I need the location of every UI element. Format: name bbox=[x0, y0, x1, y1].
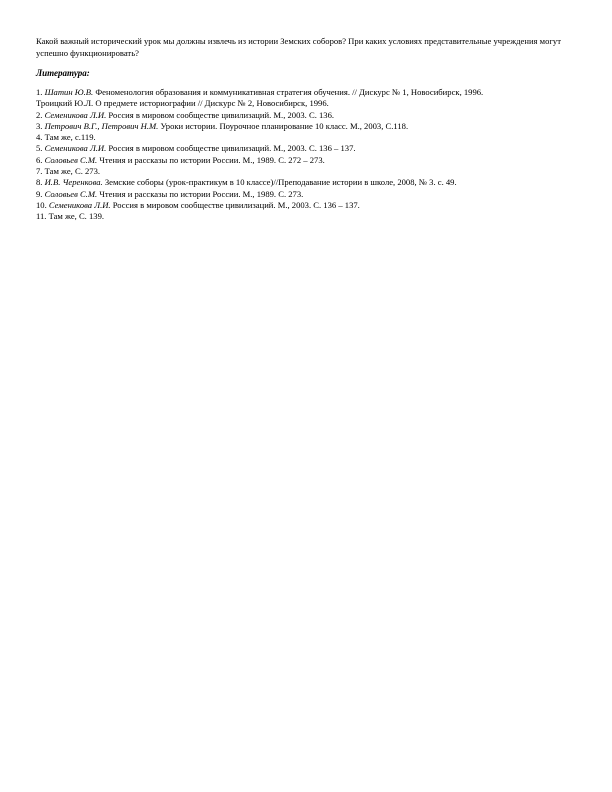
reference-text: Там же, с.119. bbox=[44, 132, 96, 143]
reference-number: 4. bbox=[36, 132, 45, 143]
reference-author: Семеникова Л.И. bbox=[48, 199, 111, 210]
reference-text: Там же, С. 273. bbox=[44, 166, 101, 177]
references-list bbox=[36, 87, 576, 223]
reference-text: Там же, С. 139. bbox=[48, 211, 105, 222]
document-page bbox=[36, 36, 576, 223]
reference-number: 8. bbox=[36, 177, 45, 188]
reference-number: 5. bbox=[36, 143, 45, 154]
reference-text: Чтения и рассказы по истории России. М., 1989. С. 272 – 273. bbox=[97, 154, 325, 165]
literature-heading bbox=[36, 68, 576, 79]
reference-item bbox=[36, 110, 576, 121]
reference-number: 9. bbox=[36, 188, 45, 199]
reference-item bbox=[36, 166, 576, 177]
reference-item bbox=[36, 211, 576, 222]
reference-number: 3. bbox=[36, 120, 45, 131]
reference-author: Соловьев С.М. bbox=[44, 188, 98, 199]
reference-author: Семеникова Л.И. bbox=[44, 143, 107, 154]
reference-author: И.В. Черенкова. bbox=[44, 177, 103, 188]
reference-author: Петрович В.Г., Петрович Н.М. bbox=[44, 120, 159, 131]
reference-text: Уроки истории. Поурочное планирование 10 класс. М., 2003, С.118. bbox=[158, 120, 409, 131]
reference-number: 1. bbox=[36, 87, 45, 97]
reference-item bbox=[36, 121, 576, 132]
reference-item bbox=[36, 132, 576, 143]
reference-author: Шатин Ю.В. bbox=[44, 87, 94, 97]
reference-text: Россия в мировом сообществе цивилизаций. М., 2003. С. 136. bbox=[106, 109, 335, 120]
reference-text: Россия в мировом сообществе цивилизаций. М., 2003. С. 136 – 137. bbox=[110, 199, 360, 210]
reference-item bbox=[36, 189, 576, 200]
reference-item bbox=[36, 98, 576, 109]
reference-text: Феноменология образования и коммуникативная стратегия обучения. // Дискурс № 1, Новосибирск, 1996. bbox=[93, 87, 484, 97]
reference-author: Семеникова Л.И. bbox=[44, 109, 107, 120]
reference-author: Соловьев С.М. bbox=[44, 154, 98, 165]
reference-number: 6. bbox=[36, 154, 45, 165]
literature-heading-colon: : bbox=[86, 68, 90, 78]
reference-item bbox=[36, 177, 576, 188]
reference-item bbox=[36, 155, 576, 166]
reference-text: Троицкий Ю.Л. О предмете историографии // Дискурс № 2, Новосибирск, 1996. bbox=[36, 98, 329, 109]
reference-item bbox=[36, 143, 576, 154]
reference-number: 7. bbox=[36, 166, 45, 177]
reference-item bbox=[36, 200, 576, 211]
reference-text: Россия в мировом сообществе цивилизаций. М., 2003. С. 136 – 137. bbox=[106, 143, 356, 154]
reference-number: 11. bbox=[36, 211, 49, 222]
reference-number: 10. bbox=[36, 199, 49, 210]
literature-heading-text: Литература bbox=[36, 68, 87, 78]
reference-text: Земские соборы (урок-практикум в 10 классе)//Преподавание истории в школе, 2008, № 3. с. 49. bbox=[102, 177, 457, 188]
reference-item bbox=[36, 87, 576, 98]
reference-number: 2. bbox=[36, 109, 45, 120]
question-paragraph: Какой важный исторический урок мы должны извлечь из истории Земских соборов? При каких условиях представительные учреждения могут успешно функционировать? bbox=[36, 36, 561, 58]
reference-text: Чтения и рассказы по истории России. М., 1989. С. 273. bbox=[97, 188, 304, 199]
